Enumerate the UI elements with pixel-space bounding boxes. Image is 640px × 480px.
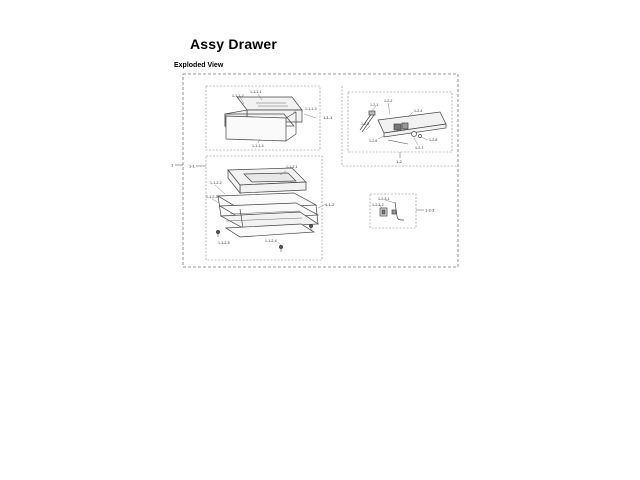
label-group-b: 1-2 [396, 159, 402, 164]
label-ctrl-part-1: 1-2-1 [370, 103, 379, 107]
label-drawer-part-3: 1-1-1-3 [305, 107, 317, 111]
label-frame-part-4: 1-1-2-4 [265, 239, 277, 243]
label-sensor-part-2: 1-2-3-2 [372, 203, 384, 207]
label-drawer-part-4: 1-1-1-4 [252, 144, 264, 148]
label-ctrl-part-2: 1-2-2 [384, 99, 393, 103]
label-ctrl-part-7: 1-2-8 [429, 138, 438, 142]
label-drawer-part-1: 1-1-1-1 [250, 90, 262, 94]
label-ctrl-part-3: 1-2-4 [414, 109, 423, 113]
section-subtitle: Exploded View [174, 62, 224, 69]
label-ctrl-part-5: 1-2-6 [369, 139, 378, 143]
label-frame-part-3: 1-1-2-3 [206, 195, 218, 199]
label-frame-part-1: 1-1-2-1 [286, 165, 298, 169]
drawer-illustration [225, 97, 302, 141]
label-frame-part-2: 1-1-2-2 [210, 181, 222, 185]
label-drawer-part-2: 1-1-1-2 [232, 94, 244, 98]
label-ctrl-part-6: 1-2-7 [415, 146, 424, 150]
label-ctrl-part-4: 1-2-5 [361, 122, 370, 126]
sensor-illustration [380, 202, 404, 220]
label-group-a: 1-1 [189, 163, 195, 169]
label-main-ref: 1 [171, 162, 174, 168]
label-sub-frame: 1-1-2 [325, 202, 335, 207]
page-title: Assy Drawer [190, 36, 278, 52]
label-sub-drawer: 1-1-1 [323, 115, 333, 120]
label-sub-ctrl: 1-2-3 [425, 207, 435, 213]
label-sensor-part-1: 1-2-3-1 [378, 197, 390, 201]
frame-illustration [218, 168, 318, 237]
outer-boundary [183, 74, 458, 267]
label-frame-part-5: 1-1-2-5 [218, 241, 230, 245]
